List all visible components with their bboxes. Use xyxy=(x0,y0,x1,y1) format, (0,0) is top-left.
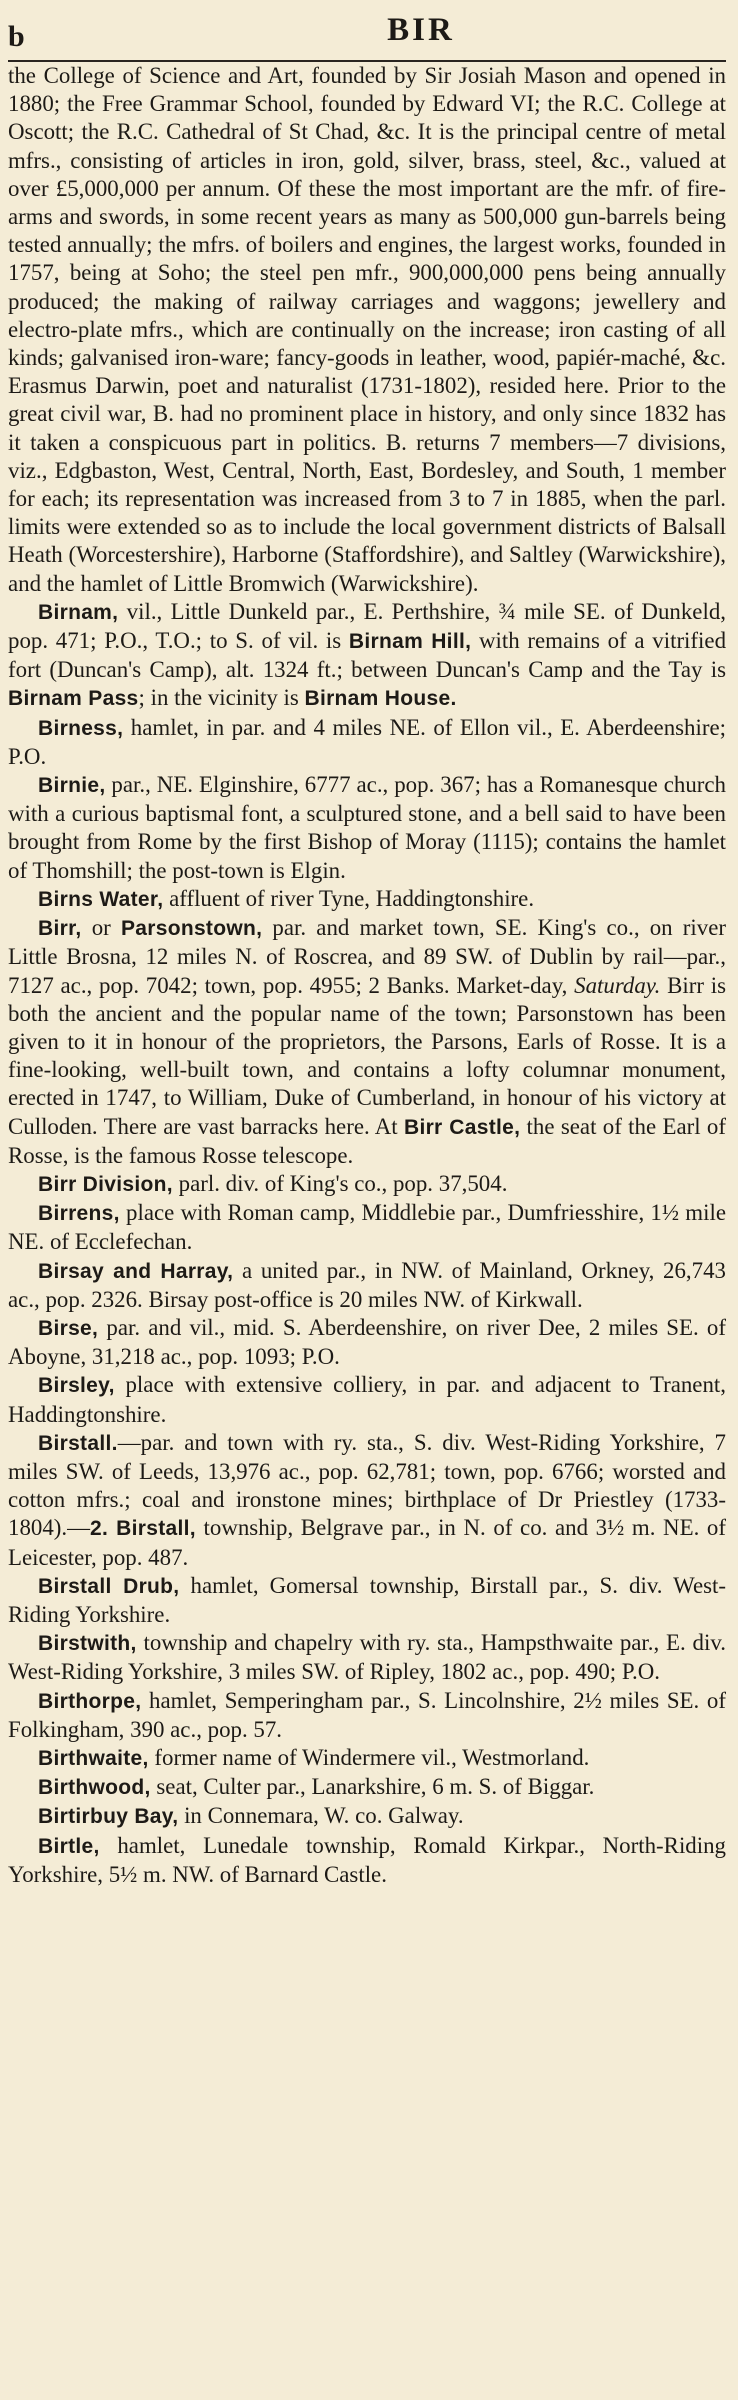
entry-birstall xyxy=(8,1429,726,1572)
gazetteer-body xyxy=(8,62,726,1889)
headword: Birns Water, xyxy=(38,887,164,911)
entry-birthorpe xyxy=(8,1687,726,1744)
entry-text: affluent of river Tyne, Haddingtonshire. xyxy=(163,885,535,911)
entry-birse xyxy=(8,1314,726,1371)
entry-text: with remains of a vitrified fort (Duncan's Camp), alt. 1324 ft.; between Duncan's Camp and the Tay is xyxy=(8,628,727,683)
entry-birrens xyxy=(8,1199,726,1256)
headword: Birtirbuy Bay, xyxy=(38,1805,179,1829)
entry-text: place with Roman camp, Middlebie par., Dumfriesshire, 1½ mile NE. of Ecclefechan. xyxy=(8,1200,726,1255)
entry-birthwood xyxy=(8,1773,726,1802)
headword: Birr Division, xyxy=(38,1172,173,1196)
entry-text: township, Belgrave par., in N. of co. and 3½ m. NE. of Leicester, pop. 487. xyxy=(8,1515,726,1570)
headword: Birr, xyxy=(38,917,82,941)
entry-text: Birr is both the ancient and the popular name of the town; Parsonstown has been given to it in honour of the proprietors, the Parsons, Earls of Rosse. It is a fine-looking, well-built town, and contains a lofty columnar monument, erected in 1747, to William, Duke of Cumberland, in honour of his victory at Culloden. There are vast barracks here. At xyxy=(8,972,726,1139)
entry-text: par. and vil., mid. S. Aberdeenshire, on river Dee, 2 miles SE. of Aboyne, 31,218 ac., pop. 1093; P.O. xyxy=(8,1314,726,1370)
entry-birthwaite xyxy=(8,1744,726,1773)
headword: Birness, xyxy=(38,716,124,740)
headword: Birstwith, xyxy=(38,1632,137,1656)
running-head: BIR xyxy=(387,12,455,48)
entry-text: hamlet, Semperingham par., S. Lincolnshire, 2½ miles SE. of Folkingham, 390 ac., pop. 57. xyxy=(8,1687,726,1742)
entry-birr xyxy=(8,914,726,1170)
entry-birns-water xyxy=(8,885,726,914)
headword: Birnam Pass xyxy=(8,687,139,711)
market-day: Saturday. xyxy=(574,972,661,998)
entry-text: place with extensive colliery, in par. and adjacent to Tranent, Haddingtonshire. xyxy=(8,1372,726,1427)
entry-birtirbuy-bay xyxy=(8,1802,726,1831)
entry-text: par. and market town, SE. King's co., on river Little Brosna, 12 miles N. of Roscrea, and 89 SW. of Dublin by rail—par., 7127 ac., pop. 7042; town, pop. 4955; 2 Banks. Market-day, xyxy=(8,915,727,998)
headword: Birstall Drub, xyxy=(38,1574,180,1598)
headword: Birnam, xyxy=(38,600,119,624)
entry-text: hamlet, Lunedale township, Romald Kirkpar., North-Riding Yorkshire, 5½ m. NW. of Barnard Castle. xyxy=(8,1832,726,1887)
headword: Birstall. xyxy=(38,1431,118,1455)
entry-birnam xyxy=(8,598,726,714)
entry-birsay-and-harray xyxy=(8,1257,726,1314)
entry-text: a united par., in NW. of Mainland, Orkney, 26,743 ac., pop. 2326. Birsay post-office is 20 miles NW. of Kirkwall. xyxy=(8,1257,726,1312)
entry-text: township and chapelry with ry. sta., Hampsthwaite par., E. div. West-Riding Yorkshire, 3 miles SW. of Ripley, 1802 ac., pop. 490; P.O. xyxy=(8,1630,726,1685)
headword: Birse, xyxy=(38,1316,99,1340)
entry-text: former name of Windermere vil., Westmorland. xyxy=(148,1744,590,1770)
page-mark: b xyxy=(8,20,25,53)
entry-text: vil., Little Dunkeld par., E. Perthshire, ¾ mile SE. of Dunkeld, pop. 471; P.O., T.O.; to S. of vil. is xyxy=(8,598,726,654)
entry-text: hamlet, Gomersal township, Birstall par., S. div. West-Riding Yorkshire. xyxy=(8,1572,726,1627)
headword: Parsonstown, xyxy=(120,917,263,941)
entry-text: in Connemara, W. co. Galway. xyxy=(178,1803,464,1829)
headword: Birnam House. xyxy=(304,687,457,711)
headword: Birnie, xyxy=(38,774,106,798)
headword: Birnam Hill, xyxy=(348,630,472,654)
entry-text: par., NE. Elginshire, 6777 ac., pop. 367; has a Romanesque church with a curious baptismal font, a sculptured stone, and a bell said to have been brought from Rome by the first Bishop of Moray (1115); contains the hamlet of Thomshill; the post-town is Elgin. xyxy=(8,772,726,883)
headword: Birr Castle, xyxy=(403,1115,521,1139)
entry-birnie xyxy=(8,771,726,885)
headword: Birrens, xyxy=(38,1202,120,1226)
header-rule xyxy=(8,60,726,62)
entry-text: seat, Culter par., Lanarkshire, 6 m. S. of Biggar. xyxy=(150,1774,595,1800)
entry-text: the seat of the Earl of Rosse, is the famous Rosse telescope. xyxy=(8,1113,726,1168)
entry-text: —par. and town with ry. sta., S. div. West-Riding Yorkshire, 7 miles SW. of Leeds, 13,976 ac., pop. 62,781; town, pop. 6766; worsted and cotton mfrs.; coal and ironstone mines; birthplace of Dr Priestley (1733-1804).— xyxy=(8,1429,726,1541)
entry-text: parl. div. of King's co., pop. 37,504. xyxy=(172,1170,508,1196)
entry-text: or xyxy=(81,915,121,941)
entry-birr-division xyxy=(8,1170,726,1199)
entry-birtle xyxy=(8,1832,726,1889)
headword: Birthorpe, xyxy=(38,1689,142,1713)
headword: 2. Birstall, xyxy=(90,1517,196,1541)
entry-birstwith xyxy=(8,1629,726,1686)
headword: Birsley, xyxy=(38,1374,115,1398)
headword: Birthwood, xyxy=(38,1776,151,1800)
entry-birsley xyxy=(8,1371,726,1428)
page-header xyxy=(8,0,726,62)
entry-birstall-drub xyxy=(8,1572,726,1629)
entry-text: hamlet, in par. and 4 miles NE. of Ellon vil., E. Aberdeenshire; P.O. xyxy=(8,714,726,769)
headword: Birtle, xyxy=(38,1834,100,1858)
headword: Birsay and Harray, xyxy=(38,1259,234,1283)
entry-birness xyxy=(8,714,726,771)
entry-continuation: the College of Science and Art, founded by Sir Josiah Mason and opened in 1880; the Free Grammar School, founded by Edward VI; the R.C. College at Oscott; the R.C. Cathedral of St Chad, &c. It is the principal centre of metal mfrs., consisting of articles in iron, gold, silver, brass, steel, &c., valued at over £5,000,000 per annum. Of these the most important are the mfr. of fire-arms and swords, in some recent years as many as 500,000 gun-barrels being tested annually; the mfrs. of boilers and engines, the largest works, founded in 1757, being at Soho; the steel pen mfr., 900,000,000 pens being annually produced; the making of railway carriages and waggons; jewellery and electro-plate mfrs., which are continually on the increase; iron casting of all kinds; galvanised iron-ware; fancy-goods in leather, wood, papiér-maché, &c. Erasmus Darwin, poet and naturalist (1731-1802), resided here. Prior to the great civil war, B. had no prominent place in history, and only since 1832 has it taken a conspicuous part in politics. B. returns 7 members—7 divisions, viz., Edgbaston, West, Central, North, East, Bordesley, and South, 1 member for each; its representation was increased from 3 to 7 in 1885, when the parl. limits were extended so as to include the local government districts of Balsall Heath (Worcestershire), Harborne (Staffordshire), and Saltley (Warwickshire), and the hamlet of Little Bromwich (Warwickshire). xyxy=(8,63,726,596)
entry-text: ; in the vicinity is xyxy=(138,685,305,711)
headword: Birthwaite, xyxy=(38,1746,149,1770)
